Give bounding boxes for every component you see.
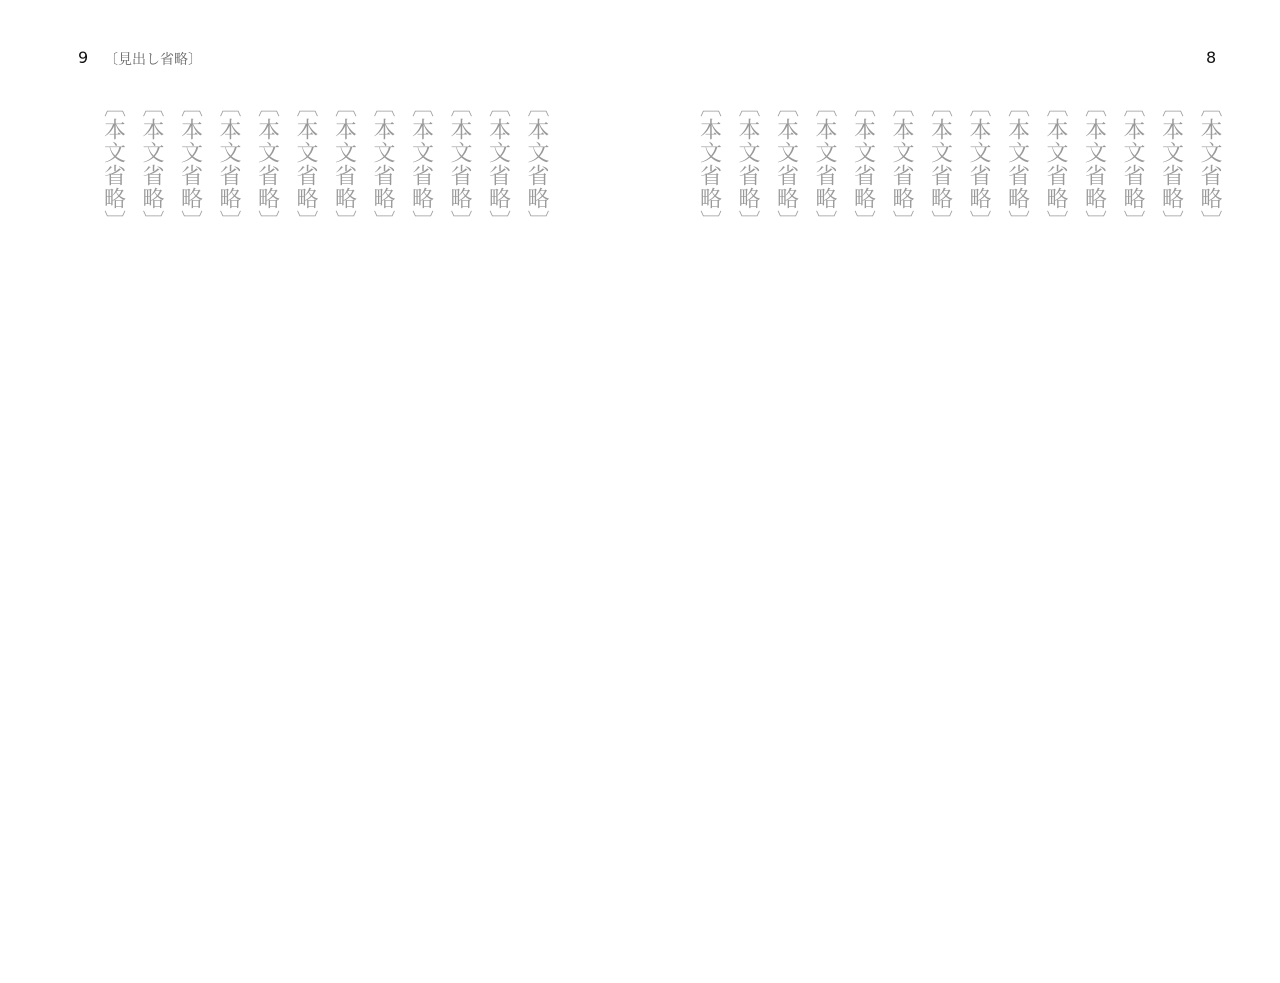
text-column: 〔本文省略〕 <box>216 95 241 233</box>
text-column: 〔本文省略〕 <box>177 95 203 233</box>
text-column: 〔本文省略〕 <box>1043 95 1068 233</box>
running-header: 〔見出し省略〕 <box>104 52 202 68</box>
text-column: 〔本文省略〕 <box>1120 95 1145 233</box>
text-column: 〔本文省略〕 <box>1004 95 1030 233</box>
text-column: 〔本文省略〕 <box>1158 95 1184 233</box>
text-column: 〔本文省略〕 <box>447 95 472 233</box>
text-column: 〔本文省略〕 <box>773 95 799 233</box>
text-column: 〔本文省略〕 <box>735 95 760 233</box>
right-page <box>640 0 1280 983</box>
text-column: 〔本文省略〕 <box>966 95 991 233</box>
text-column: 〔本文省略〕 <box>812 95 837 233</box>
text-column: 〔本文省略〕 <box>850 95 876 233</box>
page-number: 8 <box>1206 48 1217 67</box>
text-column: 〔本文省略〕 <box>139 95 164 233</box>
page-number: 9 <box>78 48 89 67</box>
text-column: 〔本文省略〕 <box>889 95 914 233</box>
body-text <box>688 95 1228 955</box>
text-column: 〔本文省略〕 <box>254 95 280 233</box>
text-column: 〔本文省略〕 <box>331 95 357 233</box>
text-column: 〔本文省略〕 <box>408 95 434 233</box>
body-text <box>75 95 555 955</box>
text-column: 〔本文省略〕 <box>100 95 126 233</box>
text-column: 〔本文省略〕 <box>485 95 511 233</box>
text-column: 〔本文省略〕 <box>293 95 318 233</box>
text-column: 〔本文省略〕 <box>696 95 722 233</box>
text-column: 〔本文省略〕 <box>927 95 953 233</box>
text-column: 〔本文省略〕 <box>524 95 549 233</box>
text-column: 〔本文省略〕 <box>370 95 395 233</box>
text-column: 〔本文省略〕 <box>1197 95 1222 233</box>
text-column: 〔本文省略〕 <box>1081 95 1107 233</box>
